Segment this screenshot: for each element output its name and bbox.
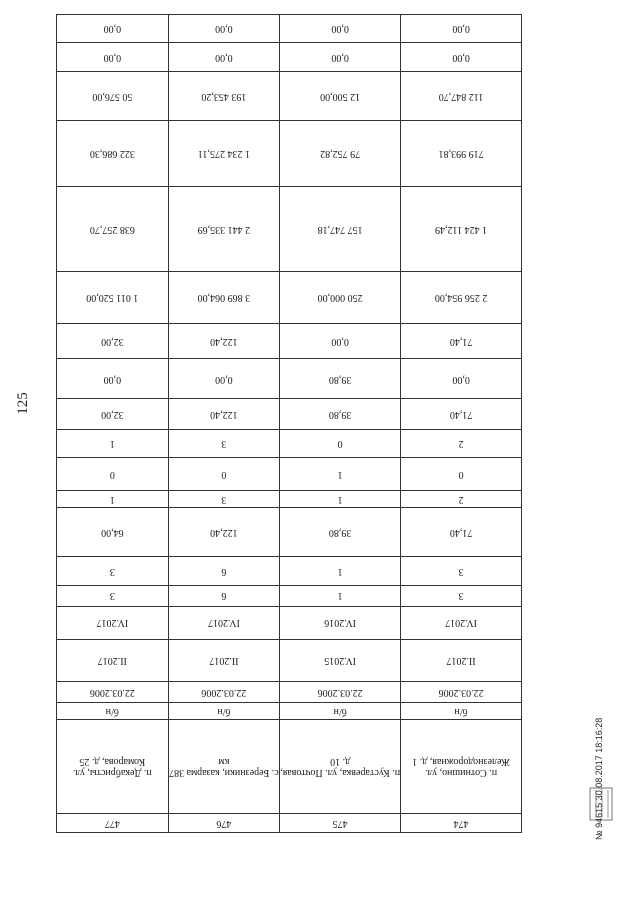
table-cell: б/н	[168, 703, 280, 720]
table-cell: 477	[57, 814, 169, 833]
table-cell: 1	[280, 585, 401, 606]
table-row	[57, 703, 522, 720]
table-cell: 3	[401, 557, 522, 585]
table-row	[57, 71, 522, 121]
table-cell: 475	[280, 814, 401, 833]
table-cell: 0,00	[57, 359, 169, 399]
table-cell: II.2017	[57, 639, 169, 681]
table-cell: п. Декабристы, ул. Комарова, д. 25	[57, 719, 169, 813]
table-row	[57, 682, 522, 703]
table-cell: 1	[57, 429, 169, 457]
table-cell: 193 453,20	[168, 71, 280, 121]
table-cell: 1	[280, 557, 401, 585]
table-cell: 0,00	[401, 43, 522, 71]
table-cell: 1	[280, 458, 401, 491]
table-cell: 79 752,82	[280, 121, 401, 187]
table-cell: 0,00	[168, 15, 280, 43]
table-cell: 3 869 064,00	[168, 272, 280, 324]
table-cell: 71,40	[401, 323, 522, 358]
table-cell: 2 441 335,69	[168, 187, 280, 272]
table-cell: с. Березники, казарма 387 км	[168, 719, 280, 813]
table-cell: IV.2015	[280, 639, 401, 681]
table-cell: 0	[57, 458, 169, 491]
table-cell: 3	[57, 585, 169, 606]
table-cell: 122,40	[168, 507, 280, 557]
table-cell: 122,40	[168, 399, 280, 430]
table-cell: 157 747,18	[280, 187, 401, 272]
table-cell: 3	[168, 491, 280, 508]
table-cell: 1	[57, 491, 169, 508]
table-row	[57, 585, 522, 606]
table-cell: 476	[168, 814, 280, 833]
table-cell: 2	[401, 429, 522, 457]
data-table	[56, 14, 522, 833]
table-cell: 22.03.2006	[57, 682, 169, 703]
table-cell: 719 993,81	[401, 121, 522, 187]
table-cell: 50 576,00	[57, 71, 169, 121]
table-cell: 71,40	[401, 507, 522, 557]
table-cell: 1 424 112,49	[401, 187, 522, 272]
table-cell: 22.03.2006	[401, 682, 522, 703]
table-cell: 3	[168, 429, 280, 457]
table-cell: 112 847,70	[401, 71, 522, 121]
table-cell: 3	[401, 585, 522, 606]
table-cell: IV.2017	[57, 606, 169, 639]
table-cell: п. Кустаревка, ул. Почтовая, д. 10	[280, 719, 401, 813]
table-cell: 250 000,00	[280, 272, 401, 324]
table-cell: 39,80	[280, 399, 401, 430]
table-cell: 32,00	[57, 323, 169, 358]
table-row	[57, 15, 522, 43]
table-row	[57, 399, 522, 430]
table-cell: 2	[401, 491, 522, 508]
table-cell: 0,00	[168, 43, 280, 71]
table-cell: 6	[168, 557, 280, 585]
table-cell: 2 256 954,00	[401, 272, 522, 324]
table-row	[57, 43, 522, 71]
table-cell: 6	[168, 585, 280, 606]
table-row	[57, 359, 522, 399]
table-row	[57, 272, 522, 324]
table-cell: 0,00	[280, 43, 401, 71]
registry-logo-icon	[586, 784, 616, 824]
table-cell: 22.03.2006	[280, 682, 401, 703]
table-cell: 39,80	[280, 359, 401, 399]
table-cell: 1 011 520,00	[57, 272, 169, 324]
table-cell: 638 257,70	[57, 187, 169, 272]
table-cell: 474	[401, 814, 522, 833]
table-cell: IV.2017	[401, 606, 522, 639]
table-row	[57, 458, 522, 491]
table-cell: II.2017	[168, 639, 280, 681]
table-cell: 0,00	[57, 43, 169, 71]
table-cell: 1 234 275,11	[168, 121, 280, 187]
table-row	[57, 639, 522, 681]
table-row	[57, 121, 522, 187]
table-row	[57, 719, 522, 813]
table-cell: 0	[401, 458, 522, 491]
table-cell: 22.03.2006	[168, 682, 280, 703]
table-cell: 0	[168, 458, 280, 491]
table-cell: 122,40	[168, 323, 280, 358]
table-cell: 0,00	[401, 15, 522, 43]
table-cell: б/н	[401, 703, 522, 720]
table-row	[57, 557, 522, 585]
table-cell: 322 686,30	[57, 121, 169, 187]
table-cell: IV.2017	[168, 606, 280, 639]
table-cell: 32,00	[57, 399, 169, 430]
table-cell: 39,80	[280, 507, 401, 557]
table-cell: II.2017	[401, 639, 522, 681]
table-row	[57, 187, 522, 272]
table-cell: 0,00	[401, 359, 522, 399]
table-row	[57, 507, 522, 557]
table-cell: 71,40	[401, 399, 522, 430]
table-row	[57, 491, 522, 508]
table-cell: 0,00	[280, 15, 401, 43]
table-cell: б/н	[57, 703, 169, 720]
doc-number: № 94615 30.08.2017 18:16:28	[594, 717, 604, 840]
table-row	[57, 606, 522, 639]
table-cell: б/н	[280, 703, 401, 720]
table-cell: 64,00	[57, 507, 169, 557]
table-cell: 12 500,00	[280, 71, 401, 121]
table-cell: п. Сотнишно, ул. Железнодорожная, д. 1	[401, 719, 522, 813]
table-cell: 0,00	[280, 323, 401, 358]
page-number: 125	[14, 392, 31, 415]
table-container	[56, 14, 522, 833]
table-cell: 3	[57, 557, 169, 585]
table-cell: 1	[280, 491, 401, 508]
table-cell: 0	[280, 429, 401, 457]
table-row	[57, 323, 522, 358]
table-row	[57, 814, 522, 833]
table-cell: IV.2016	[280, 606, 401, 639]
table-cell: 0,00	[57, 15, 169, 43]
table-cell: 0,00	[168, 359, 280, 399]
table-row	[57, 429, 522, 457]
